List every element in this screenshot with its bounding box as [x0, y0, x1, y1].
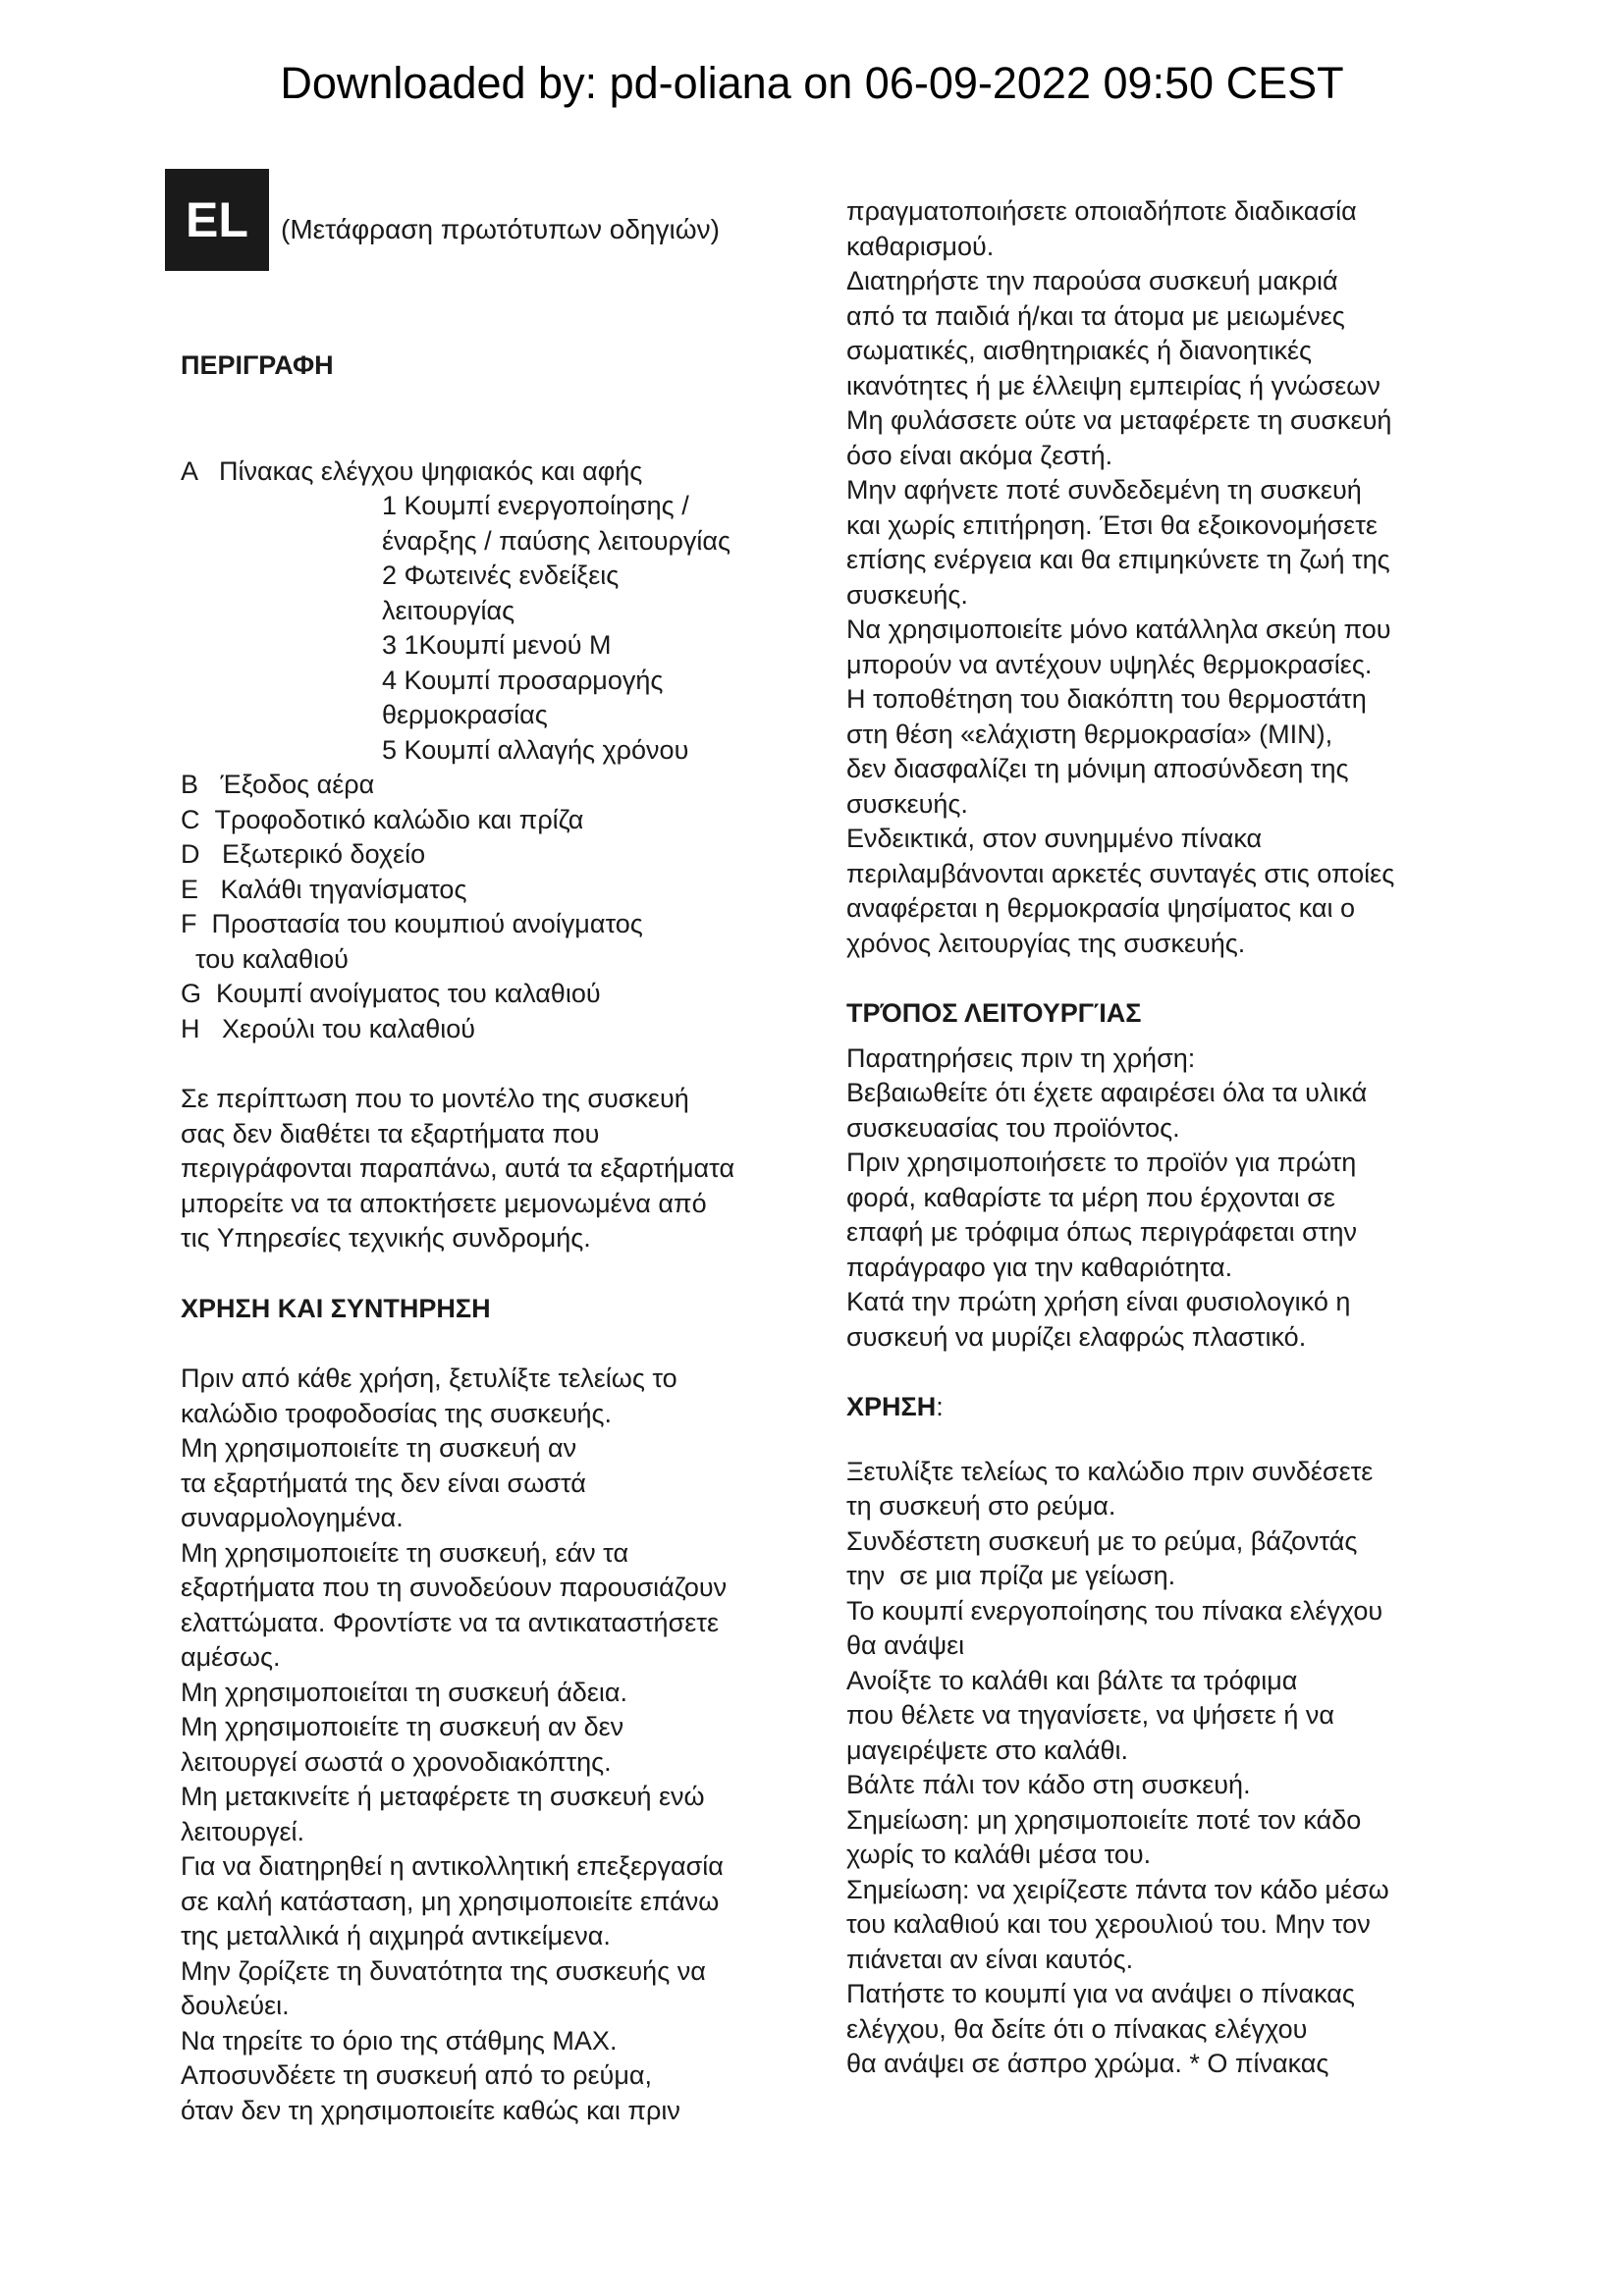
subitem-line: λειτουργίας: [382, 595, 515, 625]
control-panel-subitems: [181, 489, 819, 768]
text-line: Να χρησιμοποιείτε μόνο κατάλληλα σκεύη που: [846, 614, 1391, 644]
text-line: εξαρτήματα που τη συνοδεύουν παρουσιάζουν: [181, 1573, 728, 1602]
text-line: αμέσως.: [181, 1642, 281, 1672]
text-line: Παρατηρήσεις πριν τη χρήση:: [846, 1042, 1196, 1073]
text-line: Ενδεικτικά, στον συνημμένο πίνακα: [846, 824, 1263, 853]
text-line: στη θέση «ελάχιστη θερμοκρασία» (MIN),: [846, 719, 1333, 749]
subitem-line: θερμοκρασίας: [382, 700, 548, 729]
text-line: φορά, καθαρίστε τα μέρη που έρχονται σε: [846, 1182, 1335, 1212]
download-notice: Downloaded by: pd-oliana on 06-09-2022 09:50 CEST: [280, 58, 1344, 108]
text-line: σας δεν διαθέτει τα εξαρτήματα που: [181, 1118, 600, 1148]
subitem-line: 4 Κουμπί προσαρμογής: [382, 665, 664, 695]
operation-paragraph: [846, 1041, 1475, 1356]
text-line: Συνδέστετη συσκευή με το ρεύμα, βάζοντάς: [846, 1525, 1358, 1556]
text-line: της μεταλλικά ή αιχμηρά αντικείμενα.: [181, 1921, 611, 1950]
text-line: καλώδιο τροφοδοσίας της συσκευής.: [181, 1398, 613, 1428]
text-line: αναφέρεται η θερμοκρασία ψησίματος και ο: [846, 893, 1355, 923]
text-line: λειτουργεί σωστά ο χρονοδιακόπτης.: [181, 1746, 612, 1777]
text-line: συσκευής.: [846, 788, 968, 819]
text-line: που θέλετε να τηγανίσετε, να ψήσετε ή να: [846, 1700, 1335, 1730]
text-line: σωματικές, αισθητηριακές ή διανοητικές: [846, 336, 1313, 365]
text-line: περιγράφονται παραπάνω, αυτά τα εξαρτήματα: [181, 1153, 735, 1183]
text-line: θα ανάψει: [846, 1630, 965, 1660]
right-column: [846, 194, 1475, 2082]
heading-description: ΠΕΡΙΓΡΑΦΗ: [181, 350, 334, 380]
desc-item-e: E Καλάθι τηγανίσματος: [181, 874, 467, 904]
text-line: Για να διατηρηθεί η αντικολλητική επεξεργασία: [181, 1851, 724, 1881]
left-column: [181, 348, 819, 2128]
text-line: μπορείτε να τα αποκτήσετε μεμονωμένα από: [181, 1188, 707, 1218]
text-line: Σημείωση: μη χρησιμοποιείτε ποτέ τον κάδο: [846, 1804, 1362, 1835]
text-line: ελαττώματα. Φροντίστε να τα αντικαταστήσετε: [181, 1607, 719, 1637]
heading-use-maintenance: ΧΡΗΣΗ ΚΑΙ ΣΥΝΤΗΡΗΣΗ: [181, 1293, 491, 1323]
text-line: συσκευασίας του προϊόντος.: [846, 1112, 1180, 1143]
use-paragraph: [846, 1455, 1475, 2082]
text-line: όταν δεν τη χρησιμοποιείτε καθώς και πριν: [181, 2095, 680, 2125]
translation-subtitle: (Μετάφραση πρωτότυπων οδηγιών): [281, 214, 720, 244]
subitem-line: έναρξης / παύσης λειτουργίας: [382, 525, 731, 556]
text-line: Βάλτε πάλι τον κάδο στη συσκευή.: [846, 1770, 1251, 1799]
text-line: μπορούν να αντέχουν υψηλές θερμοκρασίες.: [846, 649, 1373, 679]
text-line: Μη χρησιμοποιείτε τη συσκευή, εάν τα: [181, 1537, 629, 1568]
heading-use: [846, 1390, 1475, 1425]
text-line: θα ανάψει σε άσπρο χρώμα. * Ο πίνακας: [846, 2049, 1329, 2078]
text-line: πιάνεται αν είναι καυτός.: [846, 1944, 1134, 1974]
heading-use-text: ΧΡΗΣΗ: [846, 1392, 937, 1421]
text-line: όσο είναι ακόμα ζεστή.: [846, 440, 1113, 470]
text-line: Μην ζορίζετε τη δυνατότητα της συσκευής να: [181, 1955, 706, 1986]
text-line: τη συσκευή στο ρεύμα.: [846, 1491, 1116, 1521]
text-line: Διατηρήστε την παρούσα συσκευή μακριά: [846, 266, 1338, 295]
text-line: τις Υπηρεσίες τεχνικής συνδρομής.: [181, 1223, 591, 1253]
text-line: Κατά την πρώτη χρήση είναι φυσιολογικό η: [846, 1287, 1351, 1316]
text-line: Ανοίξτε το καλάθι και βάλτε τα τρόφιμα: [846, 1665, 1298, 1695]
text-line: Πατήστε το κουμπί για να ανάψει ο πίνακας: [846, 1979, 1355, 2008]
text-line: Η τοποθέτηση του διακόπτη του θερμοστάτη: [846, 684, 1367, 714]
subitem-line: 5 Κουμπί αλλαγής χρόνου: [382, 734, 689, 765]
subitem-line: 2 Φωτεινές ενδείξεις: [382, 561, 620, 590]
text-line: Μη χρησιμοποιείται τη συσκευή άδεια.: [181, 1677, 627, 1707]
text-line: Βεβαιωθείτε ότι έχετε αφαιρέσει όλα τα υλικά: [846, 1078, 1368, 1107]
desc-item-f: F Προστασία του κουμπιού ανοίγματος: [181, 909, 643, 938]
accessories-paragraph: [181, 1082, 819, 1256]
text-line: τα εξαρτήματά της δεν είναι σωστά: [181, 1468, 586, 1498]
text-line: ελέγχου, θα δείτε ότι ο πίνακας ελέγχου: [846, 2013, 1308, 2044]
desc-item-b: B Έξοδος αέρα: [181, 770, 375, 799]
desc-item-c: C Τροφοδοτικό καλώδιο και πρίζα: [181, 804, 584, 834]
text-line: Αποσυνδέετε τη συσκευή από το ρεύμα,: [181, 2060, 652, 2090]
text-line: λειτουργεί.: [181, 1816, 304, 1846]
text-line: πραγματοποιήσετε οποιαδήποτε διαδικασία: [846, 196, 1357, 226]
text-line: Πριν από κάθε χρήση, ξετυλίξτε τελείως το: [181, 1363, 677, 1393]
text-line: Μη φυλάσσετε ούτε να μεταφέρετε τη συσκευή: [846, 405, 1392, 435]
text-line: την σε μια πρίζα με γείωση.: [846, 1561, 1176, 1590]
text-line: και χωρίς επιτήρηση. Έτσι θα εξοικονομήσετε: [846, 509, 1378, 540]
desc-item-f-cont: του καλαθιού: [181, 943, 349, 974]
text-line: δεν διασφαλίζει τη μόνιμη αποσύνδεση της: [846, 754, 1349, 783]
text-line: περιλαμβάνονται αρκετές συνταγές στις οποίες: [846, 858, 1395, 888]
desc-item-d: D Εξωτερικό δοχείο: [181, 839, 426, 869]
text-line: σε καλή κατάσταση, μη χρησιμοποιείτε επάνω: [181, 1886, 720, 1916]
text-line: ικανότητες ή με έλλειψη εμπειρίας ή γνώσεων: [846, 370, 1380, 400]
continued-paragraph: [846, 194, 1475, 961]
text-line: Πριν χρησιμοποιήσετε το προϊόν για πρώτη: [846, 1148, 1357, 1177]
text-line: χωρίς το καλάθι μέσα του.: [846, 1840, 1152, 1869]
text-line: επίσης ενέργεια και θα επιμηκύνετε τη ζωή της: [846, 545, 1390, 574]
text-line: Σημείωση: να χειρίζεστε πάντα τον κάδο μέσω: [846, 1874, 1389, 1904]
text-line: Να τηρείτε το όριο της στάθμης MAX.: [181, 2025, 618, 2056]
desc-item-h: H Χερούλι του καλαθιού: [181, 1013, 476, 1043]
text-line: Μην αφήνετε ποτέ συνδεδεμένη τη συσκευή: [846, 475, 1362, 505]
text-line: συναρμολογημένα.: [181, 1503, 404, 1532]
text-line: χρόνος λειτουργίας της συσκευής.: [846, 928, 1246, 958]
text-line: Ξετυλίξτε τελείως το καλώδιο πριν συνδέσετε: [846, 1456, 1374, 1486]
text-line: από τα παιδιά ή/και τα άτομα με μειωμένες: [846, 300, 1345, 331]
text-line: παράγραφο για την καθαριότητα.: [846, 1252, 1233, 1282]
text-line: συσκευής.: [846, 579, 968, 610]
text-line: μαγειρέψετε στο καλάθι.: [846, 1735, 1129, 1765]
text-line: καθαρισμού.: [846, 231, 995, 261]
desc-item-g: G Κουμπί ανοίγματος του καλαθιού: [181, 979, 601, 1008]
text-line: δουλεύει.: [181, 1991, 290, 2020]
heading-operation: ΤΡΌΠΟΣ ΛΕΙΤΟΥΡΓΊΑΣ: [846, 998, 1142, 1028]
heading-use-colon: :: [936, 1392, 944, 1421]
text-line: συσκευή να μυρίζει ελαφρώς πλαστικό.: [846, 1321, 1307, 1352]
use-maintenance-paragraph: [181, 1362, 819, 2128]
text-line: επαφή με τρόφιμα όπως περιγράφεται στην: [846, 1217, 1357, 1247]
desc-item-a: A Πίνακας ελέγχου ψηφιακός και αφής: [181, 455, 643, 486]
subitem-line: 3 1Κουμπί μενού Μ: [382, 630, 612, 660]
text-line: Μη χρησιμοποιείτε τη συσκευή αν δεν: [181, 1712, 624, 1741]
text-line: του καλαθιού και του χερουλιού του. Μην τον: [846, 1909, 1371, 1939]
text-line: Μη χρησιμοποιείτε τη συσκευή αν: [181, 1433, 577, 1463]
text-line: Σε περίπτωση που το μοντέλο της συσκευή: [181, 1084, 689, 1113]
text-line: Το κουμπί ενεργοποίησης του πίνακα ελέγχου: [846, 1595, 1383, 1626]
text-line: Μη μετακινείτε ή μεταφέρετε τη συσκευή ενώ: [181, 1782, 705, 1811]
subitem-line: 1 Κουμπί ενεργοποίησης /: [382, 491, 689, 520]
language-badge: EL: [165, 169, 269, 271]
